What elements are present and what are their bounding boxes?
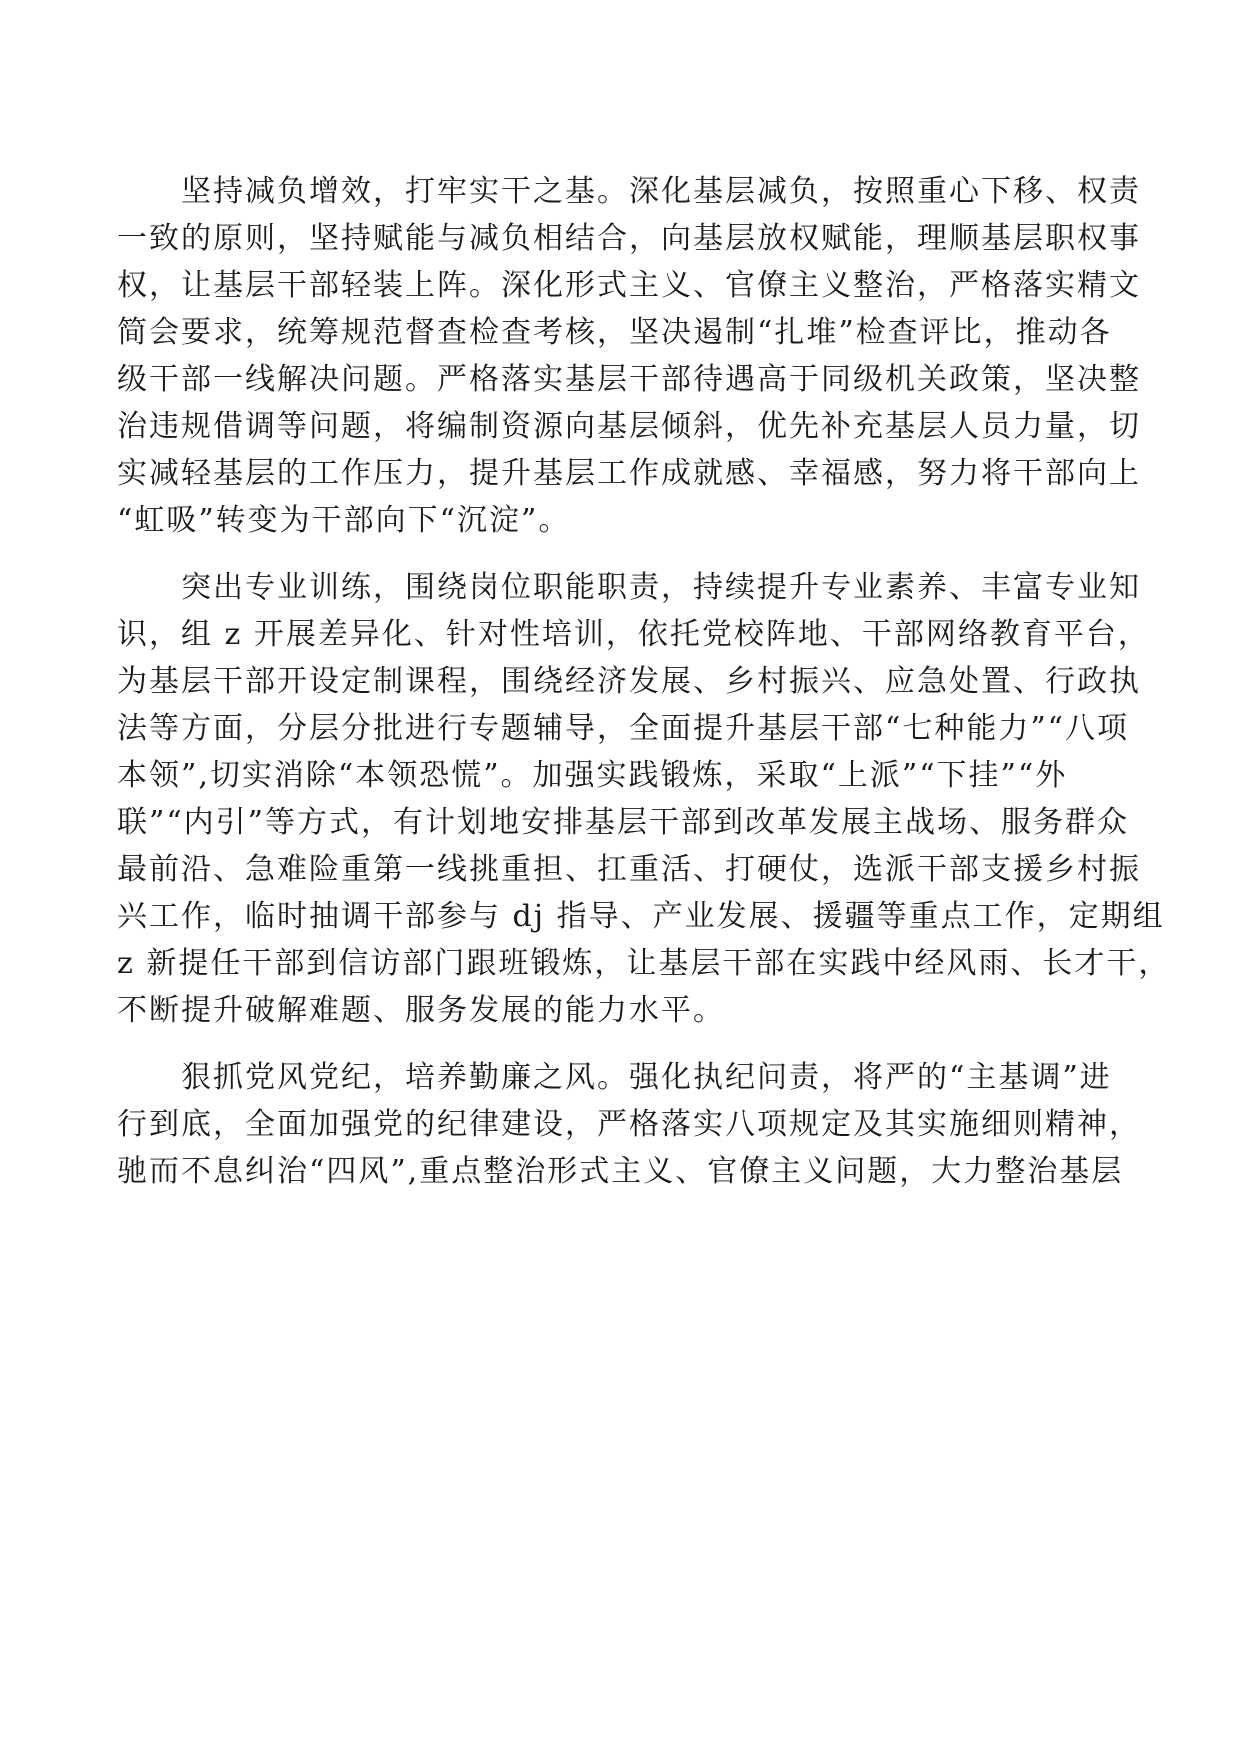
paragraph-professional-training	[117, 564, 1171, 1034]
text-line: 不断提升破解难题、服务发展的能力水平。	[117, 993, 725, 1028]
text-line: 一致的原则，坚持赋能与减负相结合，向基层放权赋能，理顺基层职权事	[117, 221, 1141, 256]
text-line: 法等方面，分层分批进行专题辅导，全面提升基层干部“七种能力”“八项	[117, 711, 1130, 746]
text-line: 本领”,切实消除“本领恐慌”。加强实践锻炼，采取“上派”“下挂”“外	[117, 758, 1068, 793]
text-line: 狠抓党风党纪，培养勤廉之风。强化执纪问责，将严的“主基调”进	[117, 1060, 1112, 1095]
document-body	[117, 168, 1171, 1215]
text-line: 治违规借调等问题，将编制资源向基层倾斜，优先补充基层人员力量，切	[117, 409, 1141, 444]
text-line: 权，让基层干部轻装上阵。深化形式主义、官僚主义整治，严格落实精文	[117, 268, 1141, 303]
text-line: 简会要求，统筹规范督查检查考核，坚决遏制“扎堆”检查评比，推动各	[117, 315, 1112, 350]
paragraph-reduce-burden	[117, 168, 1141, 544]
text-line: 突出专业训练，围绕岗位职能职责，持续提升专业素养、丰富专业知	[117, 570, 1141, 605]
text-line: 级干部一线解决问题。严格落实基层干部待遇高于同级机关政策，坚决整	[117, 362, 1141, 397]
text-line: 驰而不息纠治“四风”,重点整治形式主义、官僚主义问题，大力整治基层	[117, 1154, 1124, 1189]
text-line: 为基层干部开设定制课程，围绕经济发展、乡村振兴、应急处置、行政执	[117, 664, 1141, 699]
text-line: z 新提任干部到信访部门跟班锻炼，让基层干部在实践中经风雨、长才干，	[117, 946, 1171, 981]
text-line: 实减轻基层的工作压力，提升基层工作成就感、幸福感，努力将干部向上	[117, 456, 1141, 491]
paragraph-party-discipline	[117, 1054, 1141, 1195]
text-line: 坚持减负增效，打牢实干之基。深化基层减负，按照重心下移、权责	[117, 174, 1141, 209]
text-line: 联”“内引”等方式，有计划地安排基层干部到改革发展主战场、服务群众	[117, 805, 1130, 840]
text-line: 识，组 z 开展差异化、针对性培训，依托党校阵地、干部网络教育平台，	[117, 617, 1150, 652]
text-line: 兴工作，临时抽调干部参与 dj 指导、产业发展、援疆等重点工作，定期组	[117, 899, 1165, 934]
text-line: 行到底，全面加强党的纪律建设，严格落实八项规定及其实施细则精神，	[117, 1107, 1141, 1142]
text-line: “虹吸”转变为干部向下“沉淀”。	[117, 503, 571, 538]
text-line: 最前沿、急难险重第一线挑重担、扛重活、打硬仗，选派干部支援乡村振	[117, 852, 1141, 887]
